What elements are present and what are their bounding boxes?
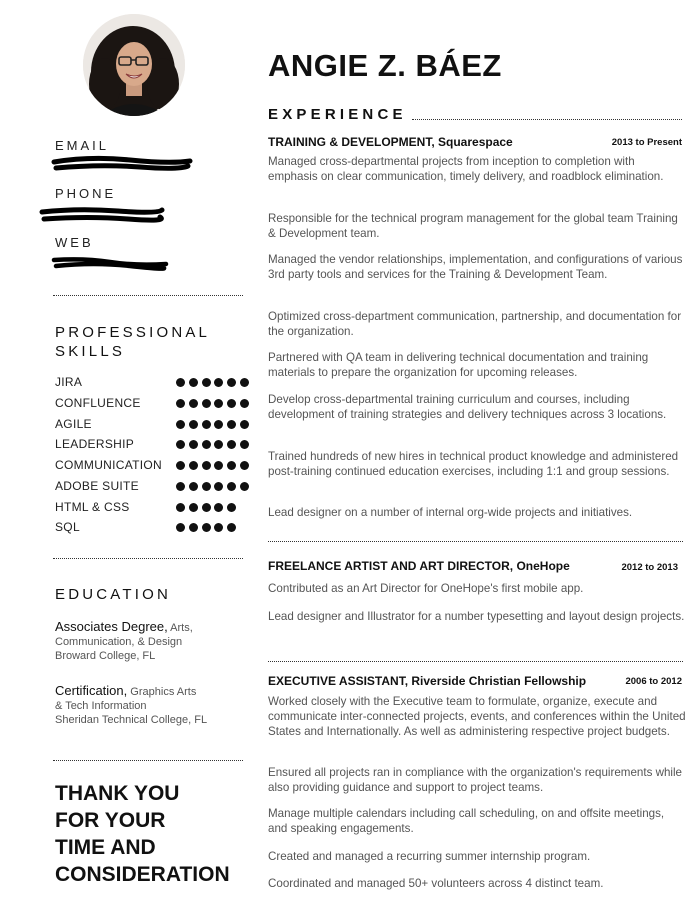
skill-row [55,417,245,435]
job-dates: 2013 to Present [611,137,682,148]
experience-heading: EXPERIENCE [268,106,407,123]
job-dates: 2012 to 2013 [621,562,678,573]
job-bullet: Contributed as an Art Director for OneHope's first mobile app. [268,582,584,595]
job-bullet: Trained hundreds of new hires in technical product knowledge and administered post-training continued education exercises, including 1:1 and group sessions. [268,450,679,478]
job-company: Riverside Christian Fellowship [408,674,587,688]
skill-name: ADOBE SUITE [55,479,139,493]
skill-dot [202,420,211,429]
job-company: Squarespace [434,135,513,149]
job-divider [268,541,683,542]
skill-dot [214,503,223,512]
skill-dot [202,523,211,532]
skill-dot [189,420,198,429]
skill-row [55,520,245,538]
job-divider [268,661,683,662]
skill-row [55,375,245,393]
skill-row [55,479,245,497]
profile-photo [83,14,185,116]
education-school: Sheridan Technical College, FL [55,714,208,726]
skill-row [55,500,245,518]
skill-dot [214,399,223,408]
skill-dot [240,378,249,387]
job-role: EXECUTIVE ASSISTANT, [268,674,409,688]
education-field-line2: Communication, & Design [55,636,183,648]
skill-name: COMMUNICATION [55,458,163,472]
skill-dot [176,461,185,470]
skill-dot [214,378,223,387]
education-item [55,620,245,663]
skill-dot [176,378,185,387]
skill-dot [176,523,185,532]
job-role: FREELANCE ARTIST AND ART DIRECTOR, [268,559,514,573]
thank-you-message: THANK YOU FOR YOUR TIME AND CONSIDERATION [55,782,230,886]
skill-dot [189,482,198,491]
job-bullet: Ensured all projects ran in compliance with the organization's requirements while also providing guidance and support to project teams. [268,766,683,794]
skill-name: JIRA [55,375,83,389]
skill-dot [240,399,249,408]
phone-label: PHONE [55,186,117,201]
skill-dot [202,378,211,387]
job-bullet: Lead designer and Illustrator for a number typesetting and layout design projects. [268,610,685,623]
skill-dot [214,482,223,491]
education-degree: Associates Degree, [55,619,168,634]
web-label: WEB [55,235,94,250]
skill-dot [176,420,185,429]
skill-dot [176,503,185,512]
skill-dot [176,399,185,408]
candidate-name: ANGIE Z. BÁEZ [268,48,502,83]
skill-dot [189,378,198,387]
job-bullet: Develop cross-departmental training curriculum and courses, including development of training strategies and delivery techniques across 3 locations. [268,393,667,421]
skill-name: HTML & CSS [55,500,130,514]
job-title [268,559,570,573]
education-school: Broward College, FL [55,650,156,662]
skill-name: SQL [55,520,80,534]
education-heading: EDUCATION [55,586,172,603]
job-bullet: Managed the vendor relationships, implementation, and configurations of various 3rd party tools and services for the Training & Development Team. [268,253,683,281]
job-role: TRAINING & DEVELOPMENT, [268,135,435,149]
job-bullet: Coordinated and managed 50+ volunteers across 4 distinct team. [268,877,604,890]
skill-dot [227,399,236,408]
skill-dot [240,482,249,491]
skill-dot [214,523,223,532]
experience-heading-rule [412,119,682,120]
job-bullet: Partnered with QA team in delivering technical documentation and training materials to prepare the organization for upcoming releases. [268,351,649,379]
job-bullet: Managed cross-departmental projects from inception to completion with emphasis on clear communication, timely delivery, and roadblock elimination. [268,155,664,183]
skill-dot [214,420,223,429]
skill-row [55,458,245,476]
redacted-email-scribble [50,152,195,176]
job-title [268,674,586,688]
skill-dot [189,440,198,449]
education-field: Arts, [167,622,193,634]
job-bullet: Created and managed a recurring summer internship program. [268,850,591,863]
education-degree: Certification, [55,683,128,698]
profile-photo-illustration [83,14,185,116]
skills-heading-line2: SKILLS [55,343,126,360]
skills-heading [55,323,210,361]
education-field-line2: & Tech Information [55,700,147,712]
job-bullet: Worked closely with the Executive team to formulate, organize, execute and communicate inter-connected projects, events, and conferences within the United States and Internationally. As well as administering respective project budgets. [268,695,686,738]
skill-dot [176,440,185,449]
skill-dot [227,378,236,387]
skill-dot [227,440,236,449]
skill-dot [227,482,236,491]
skills-heading-line1: PROFESSIONAL [55,324,211,341]
skill-dot [176,482,185,491]
education-field: Graphics Arts [127,686,197,698]
education-item [55,684,245,727]
skill-dot [202,461,211,470]
education-divider [53,760,243,761]
skill-dot [189,503,198,512]
skill-dot [189,399,198,408]
skill-dot [202,440,211,449]
skill-dot [202,399,211,408]
skill-dot [202,482,211,491]
skills-divider [53,558,243,559]
skill-name: AGILE [55,417,92,431]
redacted-web-scribble [50,250,170,274]
redacted-phone-scribble [38,202,168,226]
job-bullet: Responsible for the technical program management for the global team Training & Development team. [268,212,678,240]
job-bullet: Lead designer on a number of internal org-wide projects and initiatives. [268,506,633,519]
skill-row [55,396,245,414]
skill-dot [227,503,236,512]
skill-name: LEADERSHIP [55,437,135,451]
contact-divider [53,295,243,296]
job-title [268,135,513,149]
skill-dot [227,420,236,429]
skill-dot [240,420,249,429]
skill-dot [227,461,236,470]
skill-dot [240,461,249,470]
skill-name: CONFLUENCE [55,396,141,410]
skill-row [55,437,245,455]
skill-dot [214,440,223,449]
job-bullet: Manage multiple calendars including call scheduling, on and offsite meetings, and speaking engagements. [268,807,665,835]
skill-dot [189,461,198,470]
skill-dot [202,503,211,512]
skill-dot [240,440,249,449]
email-label: EMAIL [55,138,110,153]
skill-dot [189,523,198,532]
job-company: OneHope [513,559,570,573]
job-dates: 2006 to 2012 [625,676,682,687]
skill-dot [227,523,236,532]
job-bullet: Optimized cross-department communication, partnership, and documentation for the organization. [268,310,682,338]
skill-dot [214,461,223,470]
